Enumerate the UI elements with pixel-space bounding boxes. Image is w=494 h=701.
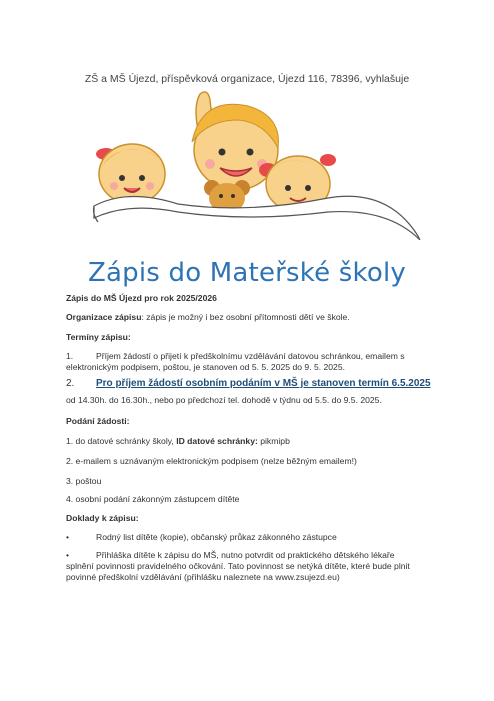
- documents-item-2-line3: povinné předškolní vzdělávání (přihlášku naleznete na www.zsujezd.eu): [66, 572, 340, 582]
- submission-item-3: 3. poštou: [66, 476, 102, 486]
- documents-item-2-line2: splnění povinnosti pravidelného očkování. Tato povinnost se netýká dítěte, které bude plnit: [66, 561, 410, 571]
- terms-item-1-line2: elektronickým podpisem, poštou, je stanoven od 5. 5. 2025 do 9. 5. 2025.: [66, 362, 345, 372]
- submission-item-1: [66, 436, 290, 447]
- terms-item-2: [66, 378, 431, 389]
- organization-line: [66, 312, 350, 323]
- documents-item-1: [66, 532, 337, 543]
- terms-item-2-line1: Pro příjem žádostí osobním podáním v MŠ je stanoven termín 6.5.2025: [96, 378, 431, 389]
- submission-item-1-bold: ID datové schránky:: [176, 436, 258, 446]
- left-child-figure: [96, 144, 165, 204]
- submission-item-1-suffix: pikmipb: [257, 436, 290, 446]
- documents-item-2: [66, 550, 395, 561]
- terms-item-1: [66, 351, 405, 362]
- school-header: ZŠ a MŠ Újezd, příspěvková organizace, Újezd 116, 78396, vyhlašuje: [84, 73, 410, 85]
- terms-item-1-line1: Příjem žádostí o přijetí k předškolnímu vzdělávání datovou schránkou, emailem s: [96, 351, 405, 361]
- documents-item-2-line1: Přihláška dítěte k zápisu do MŠ, nutno potvrdit od praktického dětského lékaře: [96, 550, 395, 560]
- documents-item-1-text: Rodný list dítěte (kopie), občanský průkaz zákonného zástupce: [96, 532, 337, 542]
- organization-text: : zápis je možný i bez osobní přítomnosti dětí ve škole.: [141, 312, 350, 322]
- submission-item-1-prefix: 1. do datové schránky školy,: [66, 436, 177, 446]
- terms-item-1-number: 1.: [66, 351, 74, 361]
- submission-item-4: 4. osobní podání zákonným zástupcem dítěte: [66, 494, 240, 504]
- terms-item-2-number: 2.: [66, 378, 75, 389]
- submission-heading: Podání žádosti:: [66, 416, 130, 426]
- subtitle: Zápis do MŠ Újezd pro rok 2025/2026: [66, 293, 217, 303]
- page-title: Zápis do Mateřské školy: [88, 258, 406, 288]
- bullet-icon: •: [66, 550, 70, 560]
- children-illustration: [88, 88, 424, 240]
- terms-heading: Termíny zápisu:: [66, 332, 131, 342]
- organization-label: Organizace zápisu: [66, 312, 142, 322]
- submission-item-2: 2. e-mailem s uznávaným elektronickým podpisem (nelze běžným emailem!): [66, 456, 357, 466]
- middle-child-figure: [192, 104, 278, 190]
- bullet-icon: •: [66, 532, 70, 542]
- documents-heading: Doklady k zápisu:: [66, 513, 139, 523]
- terms-item-2-line2: od 14.30h. do 16.30h., nebo po předchozí tel. dohodě v týdnu od 5.5. do 9.5. 2025.: [66, 395, 382, 405]
